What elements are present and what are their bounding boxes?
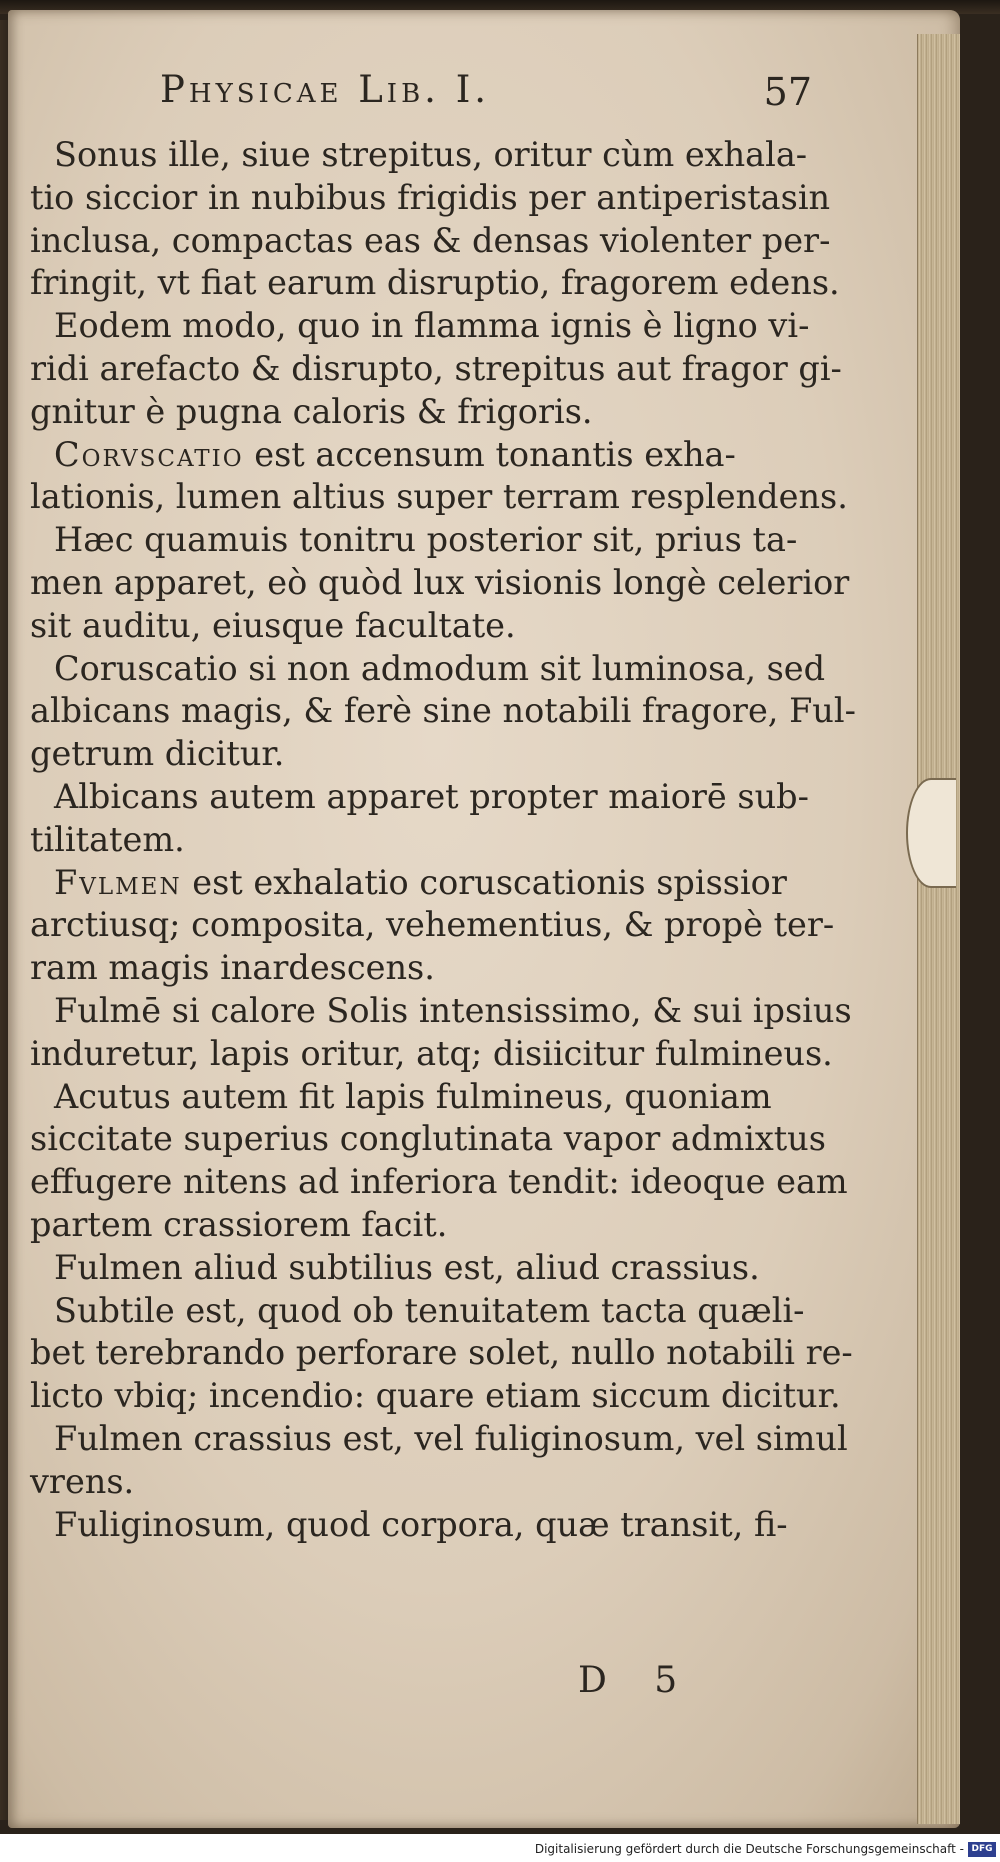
line-text: Hæc quamuis tonitru posterior sit, prius ta- <box>54 520 798 560</box>
line-text: Sonus ille, siue strepitus, oritur cùm exhala- <box>54 135 808 174</box>
text-line <box>30 262 850 305</box>
running-head-title: Physicae Lib. I. <box>160 68 491 111</box>
text-line <box>30 904 850 947</box>
line-text: getrum dicitur. <box>30 734 285 774</box>
line-text: Subtile est, quod ob tenuitatem tacta quæli- <box>54 1290 805 1330</box>
text-line <box>30 1332 853 1375</box>
text-line <box>30 690 856 733</box>
text-line <box>30 947 850 990</box>
line-text: Fuliginosum, quod corpora, quæ transit, fi- <box>54 1504 788 1544</box>
line-text: licto vbiq; incendio: quare etiam siccum dicitur. <box>30 1376 841 1416</box>
line-text: effugere nitens ad inferiora tendit: ideoque eam <box>30 1162 848 1202</box>
book-page <box>8 10 960 1828</box>
text-line <box>30 1118 850 1161</box>
line-text: Fulmen aliud subtilius est, aliud crassius. <box>54 1247 760 1287</box>
text-line <box>30 1247 850 1290</box>
text-line <box>30 434 850 477</box>
line-text: gnitur è pugna caloris & frigoris. <box>30 391 593 431</box>
footer-credit: Digitalisierung gefördert durch die Deutsche Forschungsgemeinschaft - <box>534 1842 964 1856</box>
text-line <box>30 776 850 819</box>
page-edges <box>917 34 960 1824</box>
text-line <box>30 220 850 263</box>
small-caps-term: Corvscatio <box>54 434 244 474</box>
text-line <box>30 476 850 519</box>
line-text: lationis, lumen altius super terram resplendens. <box>30 477 848 517</box>
small-caps-term: Fvlmen <box>54 862 182 902</box>
line-text: arctiusq; composita, vehementius, & propè ter- <box>30 905 835 945</box>
text-line <box>30 348 850 391</box>
footer-bar <box>0 1834 1000 1862</box>
text-line <box>30 819 850 862</box>
text-lines <box>30 134 856 1546</box>
line-text: partem crassiorem facit. <box>30 1204 448 1244</box>
line-text: induretur, lapis oritur, atq; disiicitur fulmineus. <box>30 1033 833 1073</box>
line-text: Eodem modo, quo in flamma ignis è ligno vi- <box>54 306 810 346</box>
text-line <box>30 1033 850 1076</box>
text-line <box>30 605 850 648</box>
line-text: sit auditu, eiusque facultate. <box>30 605 516 645</box>
page-number: 57 <box>763 70 812 114</box>
text-line <box>30 1290 850 1333</box>
text-line <box>30 1461 850 1504</box>
line-text: Acutus autem fit lapis fulmineus, quoniam <box>54 1076 772 1116</box>
line-text: ridi arefacto & disrupto, strepitus aut fragor gi- <box>30 348 842 388</box>
text-line <box>30 305 850 348</box>
text-line <box>30 990 850 1033</box>
text-line <box>30 733 850 776</box>
line-text: Fulmē si calore Solis intensissimo, & sui ipsius <box>54 990 852 1030</box>
text-line <box>30 177 850 220</box>
line-text: albicans magis, & ferè sine notabili fragore, Ful- <box>30 691 856 731</box>
line-text: est exhalatio coruscationis spissior <box>181 862 787 902</box>
thumb-tab-cutout <box>906 778 956 888</box>
text-line <box>30 519 850 562</box>
page-text-block <box>30 68 856 1546</box>
text-line <box>30 1418 850 1461</box>
line-text: vrens. <box>30 1461 135 1501</box>
line-text: Albicans autem apparet propter maiorē sub- <box>54 776 809 816</box>
text-line <box>30 1375 850 1418</box>
text-line <box>30 391 850 434</box>
line-text: ram magis inardescens. <box>30 948 435 988</box>
line-text: tilitatem. <box>30 819 185 859</box>
line-text: est accensum tonantis exha- <box>243 434 736 474</box>
text-line <box>30 648 850 691</box>
running-head <box>30 68 850 134</box>
line-text: siccitate superius conglutinata vapor admixtus <box>30 1119 826 1159</box>
line-text: Coruscatio si non admodum sit luminosa, sed <box>54 648 826 688</box>
line-text: bet terebrando perforare solet, nullo notabili re- <box>30 1333 853 1373</box>
line-text: inclusa, compactas eas & densas violenter per- <box>30 220 831 260</box>
text-line <box>30 1076 850 1119</box>
text-line <box>30 862 850 905</box>
text-line <box>30 134 850 177</box>
signature-mark: D 5 <box>578 1660 696 1701</box>
text-line <box>30 562 850 605</box>
line-text: men apparet, eò quòd lux visionis longè celerior <box>30 562 850 602</box>
dfg-logo: DFG <box>968 1842 996 1857</box>
text-line <box>30 1204 850 1247</box>
text-line <box>30 1504 850 1547</box>
line-text: Fulmen crassius est, vel fuliginosum, vel simul <box>54 1418 848 1458</box>
text-line <box>30 1161 850 1204</box>
line-text: tio siccior in nubibus frigidis per antiperistasin <box>30 177 831 217</box>
line-text: fringit, vt fiat earum disruptio, fragorem edens. <box>30 263 840 303</box>
